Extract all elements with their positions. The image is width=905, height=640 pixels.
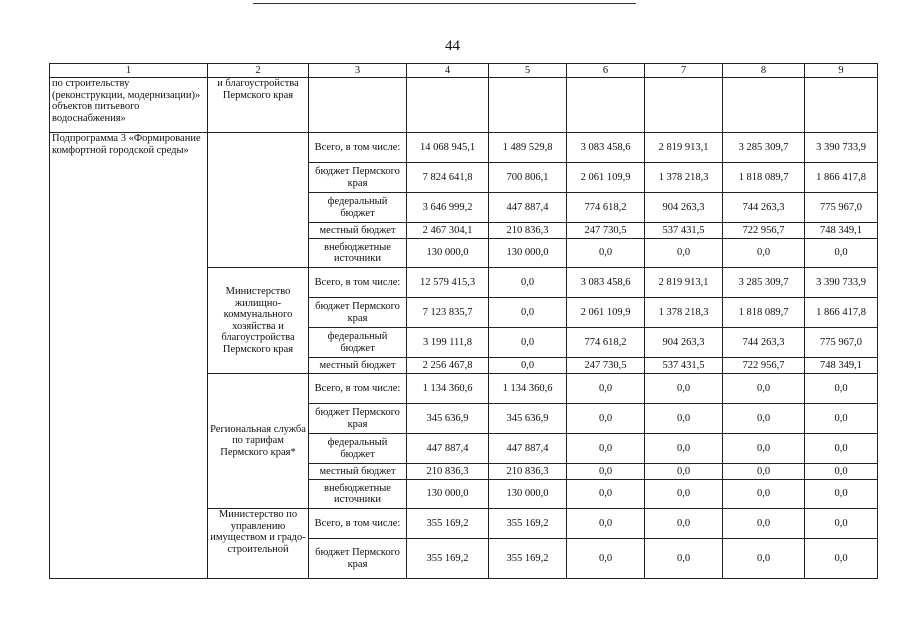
- amount-cell: 0,0: [805, 434, 878, 464]
- amount-cell: 1 866 417,8: [805, 298, 878, 328]
- amount-cell: 210 836,3: [489, 223, 567, 239]
- amount-cell: 1 378 218,3: [645, 298, 723, 328]
- amount-cell: 355 169,2: [407, 539, 489, 579]
- funding-source-cell: Всего, в том числе:: [309, 374, 407, 404]
- funding-source-cell: федеральный бюджет: [309, 193, 407, 223]
- amount-cell: 774 618,2: [567, 328, 645, 358]
- amount-cell: 0,0: [805, 480, 878, 509]
- amount-cell: 247 730,5: [567, 358, 645, 374]
- amount-cell: 447 887,4: [407, 434, 489, 464]
- amount-cell: 1 866 417,8: [805, 163, 878, 193]
- amount-cell: 0,0: [489, 298, 567, 328]
- amount-cell: 14 068 945,1: [407, 133, 489, 163]
- executor-cell: Региональная служба по тарифам Пермского края*: [208, 374, 309, 509]
- header-cell: 4: [407, 64, 489, 78]
- amount-cell: 130 000,0: [489, 480, 567, 509]
- amount-cell: 0,0: [567, 239, 645, 268]
- amount-cell: 0,0: [567, 509, 645, 539]
- executor-cell-continued: и благоустройства Пермского края: [208, 78, 309, 133]
- funding-source-cell: бюджет Пермского края: [309, 404, 407, 434]
- amount-cell: 537 431,5: [645, 223, 723, 239]
- header-cell: 2: [208, 64, 309, 78]
- page-number: 44: [445, 38, 460, 54]
- funding-source-cell: Всего, в том числе:: [309, 268, 407, 298]
- amount-cell: 722 956,7: [723, 223, 805, 239]
- funding-source-cell: бюджет Пермского края: [309, 298, 407, 328]
- amount-cell: 3 390 733,9: [805, 268, 878, 298]
- amount-cell: 130 000,0: [407, 480, 489, 509]
- amount-cell: 744 263,3: [723, 193, 805, 223]
- amount-cell: 0,0: [645, 434, 723, 464]
- amount-cell: 0,0: [805, 239, 878, 268]
- executor-cell: Министерство по управлению имуществом и градо-строительной: [208, 509, 309, 579]
- amount-cell: 0,0: [723, 434, 805, 464]
- amount-cell: 0,0: [723, 480, 805, 509]
- funding-source-cell: местный бюджет: [309, 358, 407, 374]
- amount-cell: 2 061 109,9: [567, 163, 645, 193]
- amount-cell: 0,0: [723, 464, 805, 480]
- amount-cell: 7 123 835,7: [407, 298, 489, 328]
- amount-cell: 355 169,2: [489, 539, 567, 579]
- amount-cell: 345 636,9: [489, 404, 567, 434]
- amount-cell: 744 263,3: [723, 328, 805, 358]
- amount-cell: 210 836,3: [407, 464, 489, 480]
- amount-cell: 0,0: [805, 464, 878, 480]
- budget-table: [49, 63, 878, 579]
- amount-cell: 774 618,2: [567, 193, 645, 223]
- amount-cell: 0,0: [489, 328, 567, 358]
- header-cell: 5: [489, 64, 567, 78]
- amount-cell: 0,0: [645, 480, 723, 509]
- amount-cell: 355 169,2: [407, 509, 489, 539]
- amount-cell: 0,0: [723, 404, 805, 434]
- amount-cell: 1 489 529,8: [489, 133, 567, 163]
- amount-cell: 0,0: [805, 539, 878, 579]
- header-cell: 9: [805, 64, 878, 78]
- empty-cell: [309, 78, 407, 133]
- amount-cell: 447 887,4: [489, 193, 567, 223]
- amount-cell: 345 636,9: [407, 404, 489, 434]
- funding-source-cell: бюджет Пермского края: [309, 163, 407, 193]
- amount-cell: 1 134 360,6: [489, 374, 567, 404]
- funding-source-cell: бюджет Пермского края: [309, 539, 407, 579]
- amount-cell: 2 819 913,1: [645, 268, 723, 298]
- amount-cell: 210 836,3: [489, 464, 567, 480]
- amount-cell: 0,0: [567, 464, 645, 480]
- amount-cell: 0,0: [805, 509, 878, 539]
- amount-cell: 0,0: [489, 268, 567, 298]
- amount-cell: 12 579 415,3: [407, 268, 489, 298]
- amount-cell: 0,0: [723, 239, 805, 268]
- amount-cell: 1 818 089,7: [723, 163, 805, 193]
- empty-cell: [407, 78, 489, 133]
- top-rule: [253, 3, 636, 4]
- amount-cell: 447 887,4: [489, 434, 567, 464]
- amount-cell: 7 824 641,8: [407, 163, 489, 193]
- funding-source-cell: Всего, в том числе:: [309, 133, 407, 163]
- empty-cell: [723, 78, 805, 133]
- amount-cell: 0,0: [645, 509, 723, 539]
- empty-cell: [805, 78, 878, 133]
- amount-cell: 1 378 218,3: [645, 163, 723, 193]
- amount-cell: 130 000,0: [407, 239, 489, 268]
- amount-cell: 0,0: [723, 539, 805, 579]
- amount-cell: 722 956,7: [723, 358, 805, 374]
- amount-cell: 0,0: [645, 464, 723, 480]
- amount-cell: 0,0: [489, 358, 567, 374]
- empty-cell: [489, 78, 567, 133]
- amount-cell: 0,0: [723, 374, 805, 404]
- amount-cell: 0,0: [805, 404, 878, 434]
- amount-cell: 775 967,0: [805, 328, 878, 358]
- amount-cell: 748 349,1: [805, 223, 878, 239]
- amount-cell: 2 061 109,9: [567, 298, 645, 328]
- header-cell: 3: [309, 64, 407, 78]
- amount-cell: 3 083 458,6: [567, 268, 645, 298]
- header-cell: 6: [567, 64, 645, 78]
- amount-cell: 0,0: [567, 434, 645, 464]
- amount-cell: 904 263,3: [645, 193, 723, 223]
- continuation-row: [50, 78, 878, 133]
- funding-source-cell: Всего, в том числе:: [309, 509, 407, 539]
- amount-cell: 2 467 304,1: [407, 223, 489, 239]
- header-cell: 1: [50, 64, 208, 78]
- amount-cell: 0,0: [645, 374, 723, 404]
- table-body: [50, 64, 878, 579]
- amount-cell: 0,0: [567, 404, 645, 434]
- funding-source-cell: федеральный бюджет: [309, 434, 407, 464]
- amount-cell: 537 431,5: [645, 358, 723, 374]
- amount-cell: 3 083 458,6: [567, 133, 645, 163]
- program-cell-continued: по строительству (реконструкции, модернизации)» объектов питьевого водоснабжения»: [50, 78, 208, 133]
- amount-cell: 0,0: [805, 374, 878, 404]
- amount-cell: 3 646 999,2: [407, 193, 489, 223]
- funding-source-cell: внебюджетные источники: [309, 480, 407, 509]
- amount-cell: 1 818 089,7: [723, 298, 805, 328]
- amount-cell: 3 390 733,9: [805, 133, 878, 163]
- amount-cell: 0,0: [645, 239, 723, 268]
- amount-cell: 904 263,3: [645, 328, 723, 358]
- amount-cell: 0,0: [723, 509, 805, 539]
- amount-cell: 3 285 309,7: [723, 133, 805, 163]
- amount-cell: 3 199 111,8: [407, 328, 489, 358]
- amount-cell: 247 730,5: [567, 223, 645, 239]
- funding-source-cell: федеральный бюджет: [309, 328, 407, 358]
- executor-cell: Министерство жилищно-коммунального хозяйства и благоустройства Пермского края: [208, 268, 309, 374]
- amount-cell: 2 819 913,1: [645, 133, 723, 163]
- header-row: [50, 64, 878, 78]
- amount-cell: 3 285 309,7: [723, 268, 805, 298]
- amount-cell: 0,0: [645, 539, 723, 579]
- funding-source-cell: местный бюджет: [309, 223, 407, 239]
- table-row: [50, 133, 878, 163]
- empty-cell: [645, 78, 723, 133]
- amount-cell: 0,0: [567, 480, 645, 509]
- funding-source-cell: внебюджетные источники: [309, 239, 407, 268]
- header-cell: 8: [723, 64, 805, 78]
- empty-cell: [567, 78, 645, 133]
- header-cell: 7: [645, 64, 723, 78]
- amount-cell: 0,0: [567, 374, 645, 404]
- executor-cell: [208, 133, 309, 268]
- amount-cell: 0,0: [567, 539, 645, 579]
- funding-source-cell: местный бюджет: [309, 464, 407, 480]
- amount-cell: 775 967,0: [805, 193, 878, 223]
- amount-cell: 0,0: [645, 404, 723, 434]
- program-cell: Подпрограмма 3 «Формирование комфортной городской среды»: [50, 133, 208, 579]
- amount-cell: 355 169,2: [489, 509, 567, 539]
- amount-cell: 748 349,1: [805, 358, 878, 374]
- amount-cell: 130 000,0: [489, 239, 567, 268]
- amount-cell: 700 806,1: [489, 163, 567, 193]
- amount-cell: 2 256 467,8: [407, 358, 489, 374]
- amount-cell: 1 134 360,6: [407, 374, 489, 404]
